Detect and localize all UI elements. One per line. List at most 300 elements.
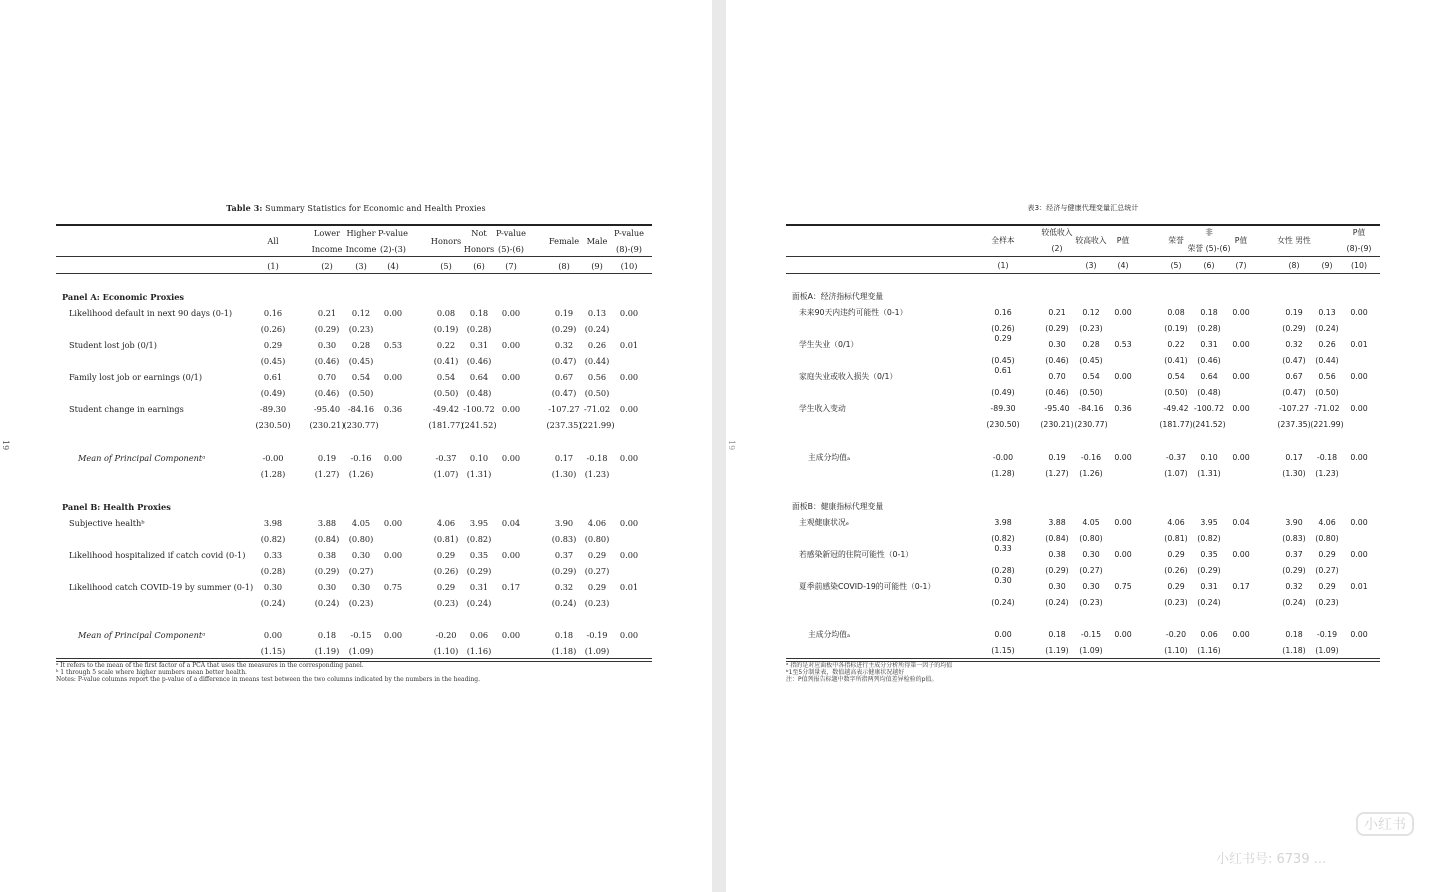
table-cell: 0.01 xyxy=(619,582,639,592)
table-cell: 0.18 xyxy=(1048,630,1066,639)
table-cell-se: (0.29) xyxy=(551,324,577,334)
table-cell-se: (0.24) xyxy=(1315,324,1339,333)
table-cell-se: (221.99) xyxy=(579,420,615,430)
table-cell: 0.29 xyxy=(436,582,456,592)
table-cell: 0.00 xyxy=(1232,372,1250,381)
table-cell-se: (0.50) xyxy=(1315,388,1339,397)
table-cell: 3.90 xyxy=(1285,518,1303,527)
column-number: (4) xyxy=(387,261,399,271)
row-label: Mean of Principal Componentᵃ xyxy=(78,630,206,640)
table-cell: 0.00 xyxy=(1114,550,1132,559)
table-cell-se: (1.31) xyxy=(1197,469,1221,478)
table-cell-se: (0.29) xyxy=(1282,324,1306,333)
table-cell-se: (0.28) xyxy=(1197,324,1221,333)
table-cell: 0.00 xyxy=(1232,453,1250,462)
table-cell-se: (0.24) xyxy=(1197,598,1221,607)
table-cell-se: (0.84) xyxy=(314,534,340,544)
table-cell: 4.06 xyxy=(1318,518,1336,527)
table-cell-se: (0.83) xyxy=(1282,534,1306,543)
table-cell: 3.90 xyxy=(554,518,574,528)
table-cell-se: (1.15) xyxy=(260,646,286,656)
table-cell-se: (0.29) xyxy=(466,566,492,576)
table-cell: -0.16 xyxy=(1080,453,1102,462)
table-cell: 3.95 xyxy=(1200,518,1218,527)
table-cell: 0.22 xyxy=(436,340,456,350)
table-cell: 0.26 xyxy=(1318,340,1336,349)
table-cell-se: (0.29) xyxy=(1282,566,1306,575)
table-rule xyxy=(786,658,1380,659)
column-number: (8) xyxy=(558,261,570,271)
column-header: 全样本 xyxy=(991,236,1015,245)
table-cell-se: (0.82) xyxy=(991,534,1015,543)
page-right xyxy=(726,0,1440,892)
table-cell: 0.00 xyxy=(1232,550,1250,559)
table-cell-se: (1.15) xyxy=(991,646,1015,655)
table-cell: 0.00 xyxy=(501,630,521,640)
row-label: Student change in earnings xyxy=(69,404,184,414)
table-cell-se: (0.23) xyxy=(1315,598,1339,607)
column-header: Honors xyxy=(463,244,495,254)
table-cell-se: (1.28) xyxy=(260,469,286,479)
table-cell: 0.31 xyxy=(469,340,489,350)
table-cell-se: (241.52) xyxy=(1192,420,1226,429)
table-cell: 0.19 xyxy=(1285,308,1303,317)
table-cell: 0.56 xyxy=(1318,372,1336,381)
table-cell: 0.30 xyxy=(1048,582,1066,591)
row-label: Student lost job (0/1) xyxy=(69,340,157,350)
table-cell: 3.98 xyxy=(994,518,1012,527)
column-header: (2) xyxy=(1051,244,1063,253)
table-caption-text: Summary Statistics for Economic and Health Proxies xyxy=(262,204,486,213)
column-number: (8) xyxy=(1288,261,1300,270)
table-cell-se: (0.27) xyxy=(1315,566,1339,575)
column-header: All xyxy=(267,236,279,246)
table-cell: 3.98 xyxy=(263,518,283,528)
table-cell-se: (230.21) xyxy=(1040,420,1074,429)
table-cell-se: (0.47) xyxy=(551,388,577,398)
table-cell-se: (230.77) xyxy=(343,420,379,430)
table-cell-se: (0.46) xyxy=(466,356,492,366)
table-cell-se: (0.84) xyxy=(1045,534,1069,543)
table-cell: 0.36 xyxy=(383,404,403,414)
table-cell: 0.00 xyxy=(383,453,403,463)
table-cell: 0.00 xyxy=(1350,453,1368,462)
table-cell: 0.13 xyxy=(587,308,607,318)
table-cell: 0.08 xyxy=(436,308,456,318)
table-cell-se: (0.29) xyxy=(551,566,577,576)
table-rule xyxy=(786,224,1380,226)
table-cell: -0.20 xyxy=(1165,630,1187,639)
table-cell-se: (0.80) xyxy=(1315,534,1339,543)
table-cell: 0.30 xyxy=(351,550,371,560)
table-cell-se: (0.50) xyxy=(348,388,374,398)
table-cell-se: (1.28) xyxy=(991,469,1015,478)
table-cell: 0.00 xyxy=(501,308,521,318)
table-cell: -89.30 xyxy=(990,404,1016,413)
column-header: Honors xyxy=(430,236,462,246)
row-label: Subjective healthᵇ xyxy=(69,518,145,528)
table-cell-se: (0.41) xyxy=(1164,356,1188,365)
table-cell: 0.00 xyxy=(263,630,283,640)
table-cell-se: (0.29) xyxy=(1045,566,1069,575)
table-cell: 0.31 xyxy=(469,582,489,592)
table-cell-se: (0.49) xyxy=(991,388,1015,397)
table-cell-se: (0.23) xyxy=(1079,324,1103,333)
table-cell: 0.00 xyxy=(619,404,639,414)
table-cell: 0.61 xyxy=(994,366,1012,375)
table-cell: 0.00 xyxy=(383,630,403,640)
table-cell: 0.00 xyxy=(501,340,521,350)
table-cell-se: (1.09) xyxy=(1315,646,1339,655)
table-cell-se: (0.23) xyxy=(1164,598,1188,607)
table-cell-se: (230.50) xyxy=(255,420,291,430)
page-number-right: 19 xyxy=(727,440,736,451)
table-cell: 0.00 xyxy=(1350,518,1368,527)
table-cell-se: (0.45) xyxy=(991,356,1015,365)
table-cell: 0.30 xyxy=(1082,550,1100,559)
table-cell: 0.00 xyxy=(1232,630,1250,639)
table-cell: 0.22 xyxy=(1167,340,1185,349)
table-cell: 0.64 xyxy=(469,372,489,382)
row-label: 夏季前感染COVID-19的可能性（0-1） xyxy=(799,582,936,591)
table-cell-se: (237.35) xyxy=(546,420,582,430)
table-cell-se: (0.24) xyxy=(584,324,610,334)
table-cell-se: (0.49) xyxy=(260,388,286,398)
table-cell: 0.29 xyxy=(1318,550,1336,559)
table-cell: 0.30 xyxy=(351,582,371,592)
table-cell: 0.18 xyxy=(469,308,489,318)
table-note: ᵃ It refers to the mean of the first factor of a PCA that uses the measures in the corresponding panel. xyxy=(56,662,364,669)
table-cell: 0.35 xyxy=(469,550,489,560)
table-cell: 0.01 xyxy=(1350,582,1368,591)
row-label: 家庭失业或收入损失（0/1） xyxy=(799,372,898,381)
table-cell-se: (0.83) xyxy=(551,534,577,544)
table-cell: 0.13 xyxy=(1318,308,1336,317)
column-number: (10) xyxy=(1350,261,1368,270)
table-cell: 0.30 xyxy=(1082,582,1100,591)
column-header: 较低收入 xyxy=(1041,228,1073,237)
table-cell: 0.70 xyxy=(317,372,337,382)
table-cell: -0.15 xyxy=(1080,630,1102,639)
table-cell: 0.17 xyxy=(1285,453,1303,462)
table-cell: 0.75 xyxy=(1114,582,1132,591)
table-cell: -0.18 xyxy=(586,453,608,463)
table-cell: 4.06 xyxy=(1167,518,1185,527)
table-cell: -71.02 xyxy=(1314,404,1340,413)
column-header: (5)-(6) xyxy=(498,244,524,254)
table-cell: 0.00 xyxy=(383,372,403,382)
table-cell-se: (0.26) xyxy=(991,324,1015,333)
table-cell-se: (0.27) xyxy=(584,566,610,576)
table-cell: 0.00 xyxy=(1350,630,1368,639)
column-number: (5) xyxy=(1170,261,1182,270)
table-notes-left xyxy=(56,662,480,683)
table-cell-se: (237.35) xyxy=(1277,420,1311,429)
table-cell: -49.42 xyxy=(1163,404,1189,413)
table-cell-se: (0.46) xyxy=(314,388,340,398)
row-label: Likelihood default in next 90 days (0-1) xyxy=(69,308,233,318)
column-header: Male xyxy=(586,236,608,246)
table-cell: 0.32 xyxy=(554,582,574,592)
table-cell: 0.10 xyxy=(1200,453,1218,462)
table-note: Notes: P-value columns report the p-value of a difference in means test between the two columns indicated by the numbers in the heading. xyxy=(56,676,480,683)
column-header: Higher xyxy=(346,228,376,238)
table-cell: 0.06 xyxy=(469,630,489,640)
table-cell: -0.37 xyxy=(435,453,457,463)
table-cell: 0.75 xyxy=(383,582,403,592)
table-cell-se: (0.26) xyxy=(433,566,459,576)
table-cell: 0.17 xyxy=(501,582,521,592)
table-cell-se: (0.24) xyxy=(1045,598,1069,607)
summary-table-left xyxy=(56,224,652,669)
table-cell: 0.26 xyxy=(587,340,607,350)
table-cell-se: (0.24) xyxy=(314,598,340,608)
column-header: (2)-(3) xyxy=(380,244,406,254)
table-cell: 4.05 xyxy=(1082,518,1100,527)
table-cell: 0.37 xyxy=(554,550,574,560)
table-cell-se: (0.27) xyxy=(1079,566,1103,575)
column-header: 荣誉 xyxy=(1168,236,1184,245)
table-cell: 0.33 xyxy=(263,550,283,560)
panel-a-heading: 面板A：经济指标代理变量 xyxy=(792,292,884,301)
table-cell: 0.00 xyxy=(383,518,403,528)
table-cell: 0.00 xyxy=(619,550,639,560)
table-cell: 0.32 xyxy=(554,340,574,350)
table-cell: -0.19 xyxy=(586,630,608,640)
table-cell: 0.30 xyxy=(263,582,283,592)
table-cell: 0.00 xyxy=(1114,453,1132,462)
table-cell-se: (0.24) xyxy=(1282,598,1306,607)
table-cell-se: (181.77) xyxy=(1159,420,1193,429)
table-notes-right xyxy=(786,662,952,683)
table-cell-se: (0.50) xyxy=(584,388,610,398)
table-cell: -100.72 xyxy=(1193,404,1225,413)
table-cell: -71.02 xyxy=(583,404,611,414)
table-cell: 0.00 xyxy=(501,550,521,560)
table-cell: 0.19 xyxy=(317,453,337,463)
table-cell-se: (0.26) xyxy=(1164,566,1188,575)
table-cell: 4.06 xyxy=(436,518,456,528)
column-number: (6) xyxy=(1203,261,1215,270)
table-cell-se: (1.27) xyxy=(1045,469,1069,478)
table-cell: 0.00 xyxy=(1232,308,1250,317)
table-cell-se: (0.44) xyxy=(1315,356,1339,365)
table-cell-se: (1.09) xyxy=(584,646,610,656)
table-cell-se: (0.28) xyxy=(991,566,1015,575)
table-cell-se: (0.23) xyxy=(1079,598,1103,607)
column-header: P-value xyxy=(377,228,409,238)
table-cell-se: (0.24) xyxy=(551,598,577,608)
row-label: 主观健康状况ₑ xyxy=(799,518,850,527)
table-cell: 0.29 xyxy=(263,340,283,350)
table-caption-left xyxy=(0,203,712,213)
table-note: ᵇ 1 through 5 scale where higher numbers mean better health. xyxy=(56,669,247,676)
table-cell: 0.00 xyxy=(1114,372,1132,381)
table-cell: 0.67 xyxy=(1285,372,1303,381)
table-cell: 0.00 xyxy=(619,630,639,640)
table-cell: 0.67 xyxy=(554,372,574,382)
table-cell-se: (0.50) xyxy=(1164,388,1188,397)
table-cell: 0.64 xyxy=(1200,372,1218,381)
table-cell: 0.56 xyxy=(587,372,607,382)
table-cell-se: (1.16) xyxy=(466,646,492,656)
table-cell-se: (1.07) xyxy=(1164,469,1188,478)
row-label: 主成分均值ₐ xyxy=(808,630,851,639)
column-header: P值 xyxy=(1352,228,1366,237)
table-cell: -0.20 xyxy=(435,630,457,640)
table-cell: 0.38 xyxy=(1048,550,1066,559)
table-cell: 0.54 xyxy=(1167,372,1185,381)
table-rule xyxy=(56,224,652,226)
table-cell: 0.30 xyxy=(317,340,337,350)
row-label: 主成分均值ₐ xyxy=(808,453,851,462)
table-cell-se: (1.26) xyxy=(348,469,374,479)
table-cell-se: (1.10) xyxy=(433,646,459,656)
table-cell: -0.18 xyxy=(1316,453,1338,462)
table-cell: 0.18 xyxy=(1200,308,1218,317)
column-header: 荣誉 (5)-(6) xyxy=(1187,244,1231,253)
column-header: P-value xyxy=(613,228,645,238)
table-cell: 0.29 xyxy=(587,550,607,560)
table-cell-se: (0.23) xyxy=(348,324,374,334)
table-cell-se: (0.28) xyxy=(466,324,492,334)
table-cell: -0.19 xyxy=(1316,630,1338,639)
table-cell: 3.95 xyxy=(469,518,489,528)
column-header: Female xyxy=(548,236,580,246)
table-cell: 0.19 xyxy=(554,308,574,318)
table-cell: 0.00 xyxy=(1114,308,1132,317)
table-caption-bold: Table 3: xyxy=(226,203,263,213)
table-cell: 0.00 xyxy=(1350,372,1368,381)
page-left xyxy=(0,0,712,892)
watermark-logo: 小红书 xyxy=(1356,812,1414,836)
table-cell: 0.29 xyxy=(587,582,607,592)
table-cell: 3.88 xyxy=(317,518,337,528)
table-cell-se: (1.19) xyxy=(314,646,340,656)
table-cell: -0.00 xyxy=(262,453,284,463)
table-cell: 0.29 xyxy=(994,334,1012,343)
table-cell-se: (230.77) xyxy=(1074,420,1108,429)
table-cell: 0.00 xyxy=(501,372,521,382)
table-note: 注：P值列报告标题中数字所指两列均值差异检验的p值。 xyxy=(786,676,938,683)
column-header: P值 xyxy=(1234,236,1248,245)
table-cell: 4.05 xyxy=(351,518,371,528)
table-cell-se: (0.46) xyxy=(1045,388,1069,397)
table-cell-se: (0.28) xyxy=(260,566,286,576)
row-label: 若感染新冠的住院可能性（0-1） xyxy=(799,550,914,559)
table-cell-se: (0.29) xyxy=(314,566,340,576)
panel-b-heading: 面板B：健康指标代理变量 xyxy=(792,502,884,511)
row-label: 学生失业（0/1） xyxy=(799,340,859,349)
table-cell-se: (0.80) xyxy=(584,534,610,544)
table-cell: -95.40 xyxy=(1044,404,1070,413)
column-header: 女性 男性 xyxy=(1277,236,1311,245)
column-header: Income xyxy=(311,244,343,254)
table-cell: 0.31 xyxy=(1200,582,1218,591)
table-cell-se: (0.46) xyxy=(314,356,340,366)
table-cell: 0.00 xyxy=(1114,630,1132,639)
table-cell: 0.00 xyxy=(383,550,403,560)
table-cell-se: (1.30) xyxy=(551,469,577,479)
column-header: Lower xyxy=(313,228,341,238)
table-cell: 0.53 xyxy=(383,340,403,350)
table-cell-se: (1.18) xyxy=(551,646,577,656)
table-cell-se: (0.27) xyxy=(348,566,374,576)
table-cell: -100.72 xyxy=(463,404,495,414)
table-rule xyxy=(786,256,1380,257)
column-number: (1) xyxy=(997,261,1009,270)
table-cell: 0.21 xyxy=(1048,308,1066,317)
table-cell-se: (0.23) xyxy=(348,598,374,608)
table-cell: 0.54 xyxy=(1082,372,1100,381)
table-cell: 0.54 xyxy=(351,372,371,382)
table-cell: 0.70 xyxy=(1048,372,1066,381)
table-cell-se: (0.81) xyxy=(433,534,459,544)
table-cell-se: (0.19) xyxy=(1164,324,1188,333)
table-cell: 0.00 xyxy=(619,518,639,528)
table-cell-se: (1.07) xyxy=(433,469,459,479)
table-cell: 0.06 xyxy=(1200,630,1218,639)
table-cell: 0.00 xyxy=(501,404,521,414)
table-cell: 0.29 xyxy=(436,550,456,560)
table-cell-se: (0.46) xyxy=(1045,356,1069,365)
table-cell: 0.00 xyxy=(1350,308,1368,317)
table-cell: 0.10 xyxy=(469,453,489,463)
table-cell-se: (0.47) xyxy=(1282,356,1306,365)
table-cell-se: (0.29) xyxy=(314,324,340,334)
table-cell: -0.37 xyxy=(1165,453,1187,462)
table-cell: 0.04 xyxy=(1232,518,1250,527)
table-cell-se: (0.26) xyxy=(260,324,286,334)
table-cell-se: (0.45) xyxy=(1079,356,1103,365)
table-cell: 0.28 xyxy=(1082,340,1100,349)
table-cell-se: (221.99) xyxy=(1310,420,1344,429)
table-cell: 0.00 xyxy=(501,453,521,463)
table-cell-se: (0.50) xyxy=(433,388,459,398)
table-cell: 0.16 xyxy=(263,308,283,318)
table-rule xyxy=(56,658,652,659)
table-rule xyxy=(56,256,652,257)
table-note: ᵇ1至5分制量表，数值越高表示健康状况越好 xyxy=(786,669,905,676)
table-cell: 0.16 xyxy=(994,308,1012,317)
table-cell: 0.08 xyxy=(1167,308,1185,317)
column-header: Not xyxy=(471,228,487,238)
table-cell: 0.12 xyxy=(1082,308,1100,317)
table-cell: 3.88 xyxy=(1048,518,1066,527)
table-cell-se: (0.46) xyxy=(1197,356,1221,365)
table-cell-se: (0.45) xyxy=(348,356,374,366)
table-cell: 0.32 xyxy=(1285,582,1303,591)
table-cell-se: (241.52) xyxy=(461,420,497,430)
table-cell: 0.00 xyxy=(1350,550,1368,559)
table-cell-se: (0.23) xyxy=(584,598,610,608)
table-cell-se: (0.45) xyxy=(260,356,286,366)
table-cell-se: (0.48) xyxy=(466,388,492,398)
table-cell-se: (0.24) xyxy=(466,598,492,608)
summary-table-right xyxy=(786,224,1380,669)
table-cell: -107.27 xyxy=(1278,404,1310,413)
table-cell-se: (0.19) xyxy=(433,324,459,334)
table-cell: -0.00 xyxy=(992,453,1014,462)
table-caption-right: 表3：经济与健康代理变量汇总统计 xyxy=(1027,204,1139,212)
table-cell: 0.00 xyxy=(619,453,639,463)
column-header: (8)-(9) xyxy=(616,244,642,254)
table-cell: 0.17 xyxy=(1232,582,1250,591)
table-cell-se: (0.44) xyxy=(584,356,610,366)
column-number: (6) xyxy=(473,261,485,271)
table-cell: 0.00 xyxy=(619,372,639,382)
table-cell-se: (1.19) xyxy=(1045,646,1069,655)
